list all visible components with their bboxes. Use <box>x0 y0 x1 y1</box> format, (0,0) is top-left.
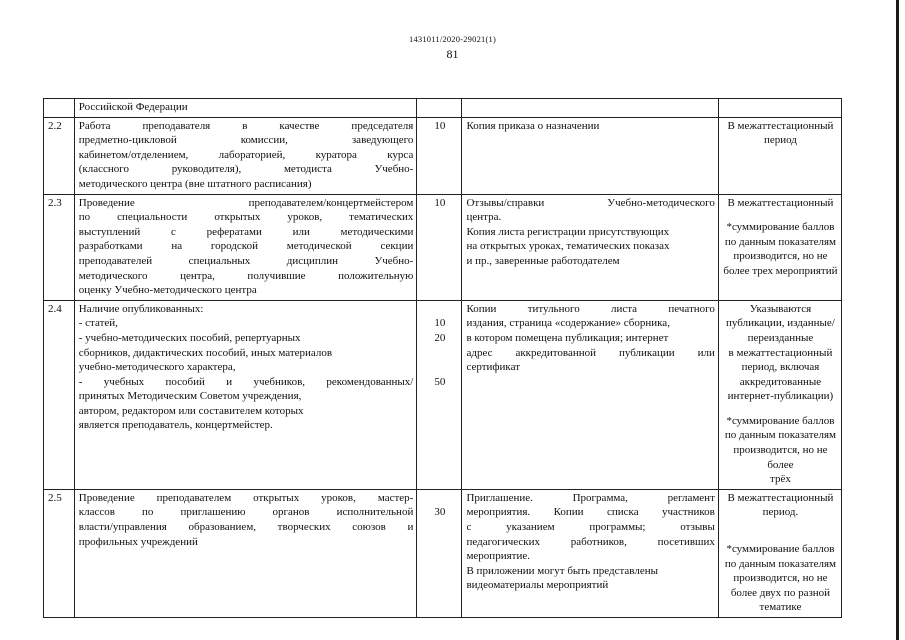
criterion-description <box>74 300 417 489</box>
description-line: - учебных пособий и учебников, рекомендованных/ <box>78 375 414 388</box>
note-line: по данным показателям <box>724 235 836 248</box>
row-number-cell <box>44 99 75 118</box>
description-line: Работа преподавателя в качестве председателя <box>78 119 414 132</box>
description-line: оценку Учебно-методического центра <box>78 284 257 297</box>
description-line: принятых Методическим Советом учреждения, <box>78 390 302 403</box>
description-line: - учебно-методических пособий, репертуарных <box>78 331 301 344</box>
note-cell <box>718 300 841 489</box>
description-line: Наличие опубликованных: <box>78 302 204 315</box>
note-line: более трех мероприятий <box>723 264 838 277</box>
description-line: разработками на городской методической секции <box>78 240 414 253</box>
note-line: В межаттестационный <box>727 196 834 209</box>
note-line: *суммирование баллов <box>726 221 835 234</box>
description-line: предметно-цикловой комиссии, заведующего <box>78 134 414 147</box>
description-line: учебно-методического характера, <box>78 361 236 374</box>
documents-line: Отзывы/справки Учебно-методического <box>466 196 715 209</box>
description-line: классов по приглашению органов исполнительной <box>78 506 414 519</box>
description-line: - статей, <box>78 317 118 330</box>
documents-line: мероприятие. <box>466 550 530 563</box>
description-line: преподавателей специальных дисциплин Учебно- <box>78 254 414 267</box>
documents-line: Приглашение. Программа, регламент <box>466 491 715 504</box>
description-line: профильных учреждений <box>78 535 198 548</box>
note-line: период <box>763 134 797 147</box>
note-line: переизданные <box>747 331 814 344</box>
description-line: выступлений с рефератами или методическими <box>78 225 414 238</box>
table-row-2-2 <box>44 117 842 194</box>
document-code: 1431011/2020-29021(1) <box>409 34 496 44</box>
documents-line: педагогических работников, посетивших <box>466 535 715 548</box>
documents-line: В приложении могут быть представлены <box>466 564 659 577</box>
table-row-2-5 <box>44 489 842 617</box>
row-number: 2.4 <box>44 300 75 489</box>
documents-line: центра. <box>466 211 502 224</box>
note-line: аккредитованные <box>739 375 822 388</box>
note-cell <box>718 99 841 118</box>
table-row-2-3 <box>44 194 842 300</box>
page-number: 81 <box>446 47 459 61</box>
note-line: период. <box>762 506 799 519</box>
documents-line: адрес аккредитованной публикации или <box>466 346 715 359</box>
criterion-description <box>74 489 417 617</box>
documents-line: сертификат <box>466 361 521 374</box>
documents-line: с указанием программы; отзывы <box>466 521 715 534</box>
criterion-description: Российской Федерации <box>74 99 417 118</box>
description-line: по специальности открытых уроков, тематических <box>78 211 414 224</box>
description-line: автором, редактором или составителем которых <box>78 404 304 417</box>
confirming-documents <box>462 489 718 617</box>
points-cell <box>417 99 462 118</box>
note-line: в межаттестационный <box>728 346 833 359</box>
page-edge-shadow <box>896 0 899 640</box>
note-cell <box>718 117 841 194</box>
note-line: производится, но не <box>733 250 828 263</box>
note-line: по данным показателям <box>724 557 836 570</box>
note-line: публикации, изданные/ <box>726 317 835 330</box>
note-line: более <box>767 458 794 471</box>
table-row-2-4 <box>44 300 842 489</box>
documents-line: и пр., заверенные работодателем <box>466 254 620 267</box>
documents-line: видеоматериалы мероприятий <box>466 579 609 592</box>
description-line: Проведение преподавателем открытых уроков, мастер- <box>78 491 414 504</box>
points-values <box>417 300 462 489</box>
note-line: Указываются <box>749 302 812 315</box>
criterion-description <box>74 194 417 300</box>
confirming-documents: Копия приказа о назначении <box>462 117 718 194</box>
description-line: власти/управления образованием, творческих союзов и <box>78 521 414 534</box>
criterion-description <box>74 117 417 194</box>
note-line: производится, но не <box>733 444 828 457</box>
description-line: является преподаватель, концертмейстер. <box>78 419 273 432</box>
row-number: 2.2 <box>44 117 75 194</box>
note-line: трёх <box>770 473 791 486</box>
note-line: В межаттестационный <box>727 119 834 132</box>
note-line: *суммирование баллов <box>726 414 835 427</box>
confirming-documents <box>462 300 718 489</box>
description-line: (классного руководителя), методиста Учебно- <box>78 163 414 176</box>
description-line: кабинетом/отделением, лабораторией, куратора курса <box>78 148 414 161</box>
row-number: 2.5 <box>44 489 75 617</box>
note-line: В межаттестационный <box>727 491 834 504</box>
points-value: 10 <box>417 117 462 194</box>
documents-line: Копии титульного листа печатного <box>466 302 715 315</box>
description-line: методического центра (вне штатного расписания) <box>78 177 312 190</box>
table-row-continuation <box>44 99 842 118</box>
description-line: сборников, дидактических пособий, иных материалов <box>78 346 333 359</box>
points-textbooks: 50 <box>434 375 446 388</box>
documents-line: Копия листа регистрации присутствующих <box>466 225 670 238</box>
note-line: период, включая <box>741 361 820 374</box>
note-line: интернет-публикации) <box>727 390 834 403</box>
description-line: Проведение преподавателем/концертмейстером <box>78 196 414 209</box>
note-line: более двух по разной <box>730 586 831 599</box>
points-value: 10 <box>417 194 462 300</box>
documents-line: издания, страница «содержание» сборника, <box>466 317 670 330</box>
note-line: тематике <box>759 601 802 614</box>
row-number: 2.3 <box>44 194 75 300</box>
documents-line: в котором помещена публикация; интернет <box>466 331 669 344</box>
confirming-documents <box>462 194 718 300</box>
criteria-table <box>43 98 842 618</box>
note-cell <box>718 194 841 300</box>
note-line: *суммирование баллов <box>726 543 835 556</box>
documents-line: мероприятия. Копии списка участников <box>466 506 715 519</box>
note-line: производится, но не <box>733 572 828 585</box>
note-line: по данным показателям <box>724 429 836 442</box>
points-value <box>417 489 462 617</box>
points-methodical: 20 <box>434 331 446 344</box>
points-articles: 10 <box>434 317 446 330</box>
documents-line: на открытых уроках, тематических показах <box>466 240 670 253</box>
description-line: методического центра, получившие положительную <box>78 269 414 282</box>
note-cell <box>718 489 841 617</box>
points-open-lessons: 30 <box>434 506 446 519</box>
documents-cell <box>462 99 718 118</box>
